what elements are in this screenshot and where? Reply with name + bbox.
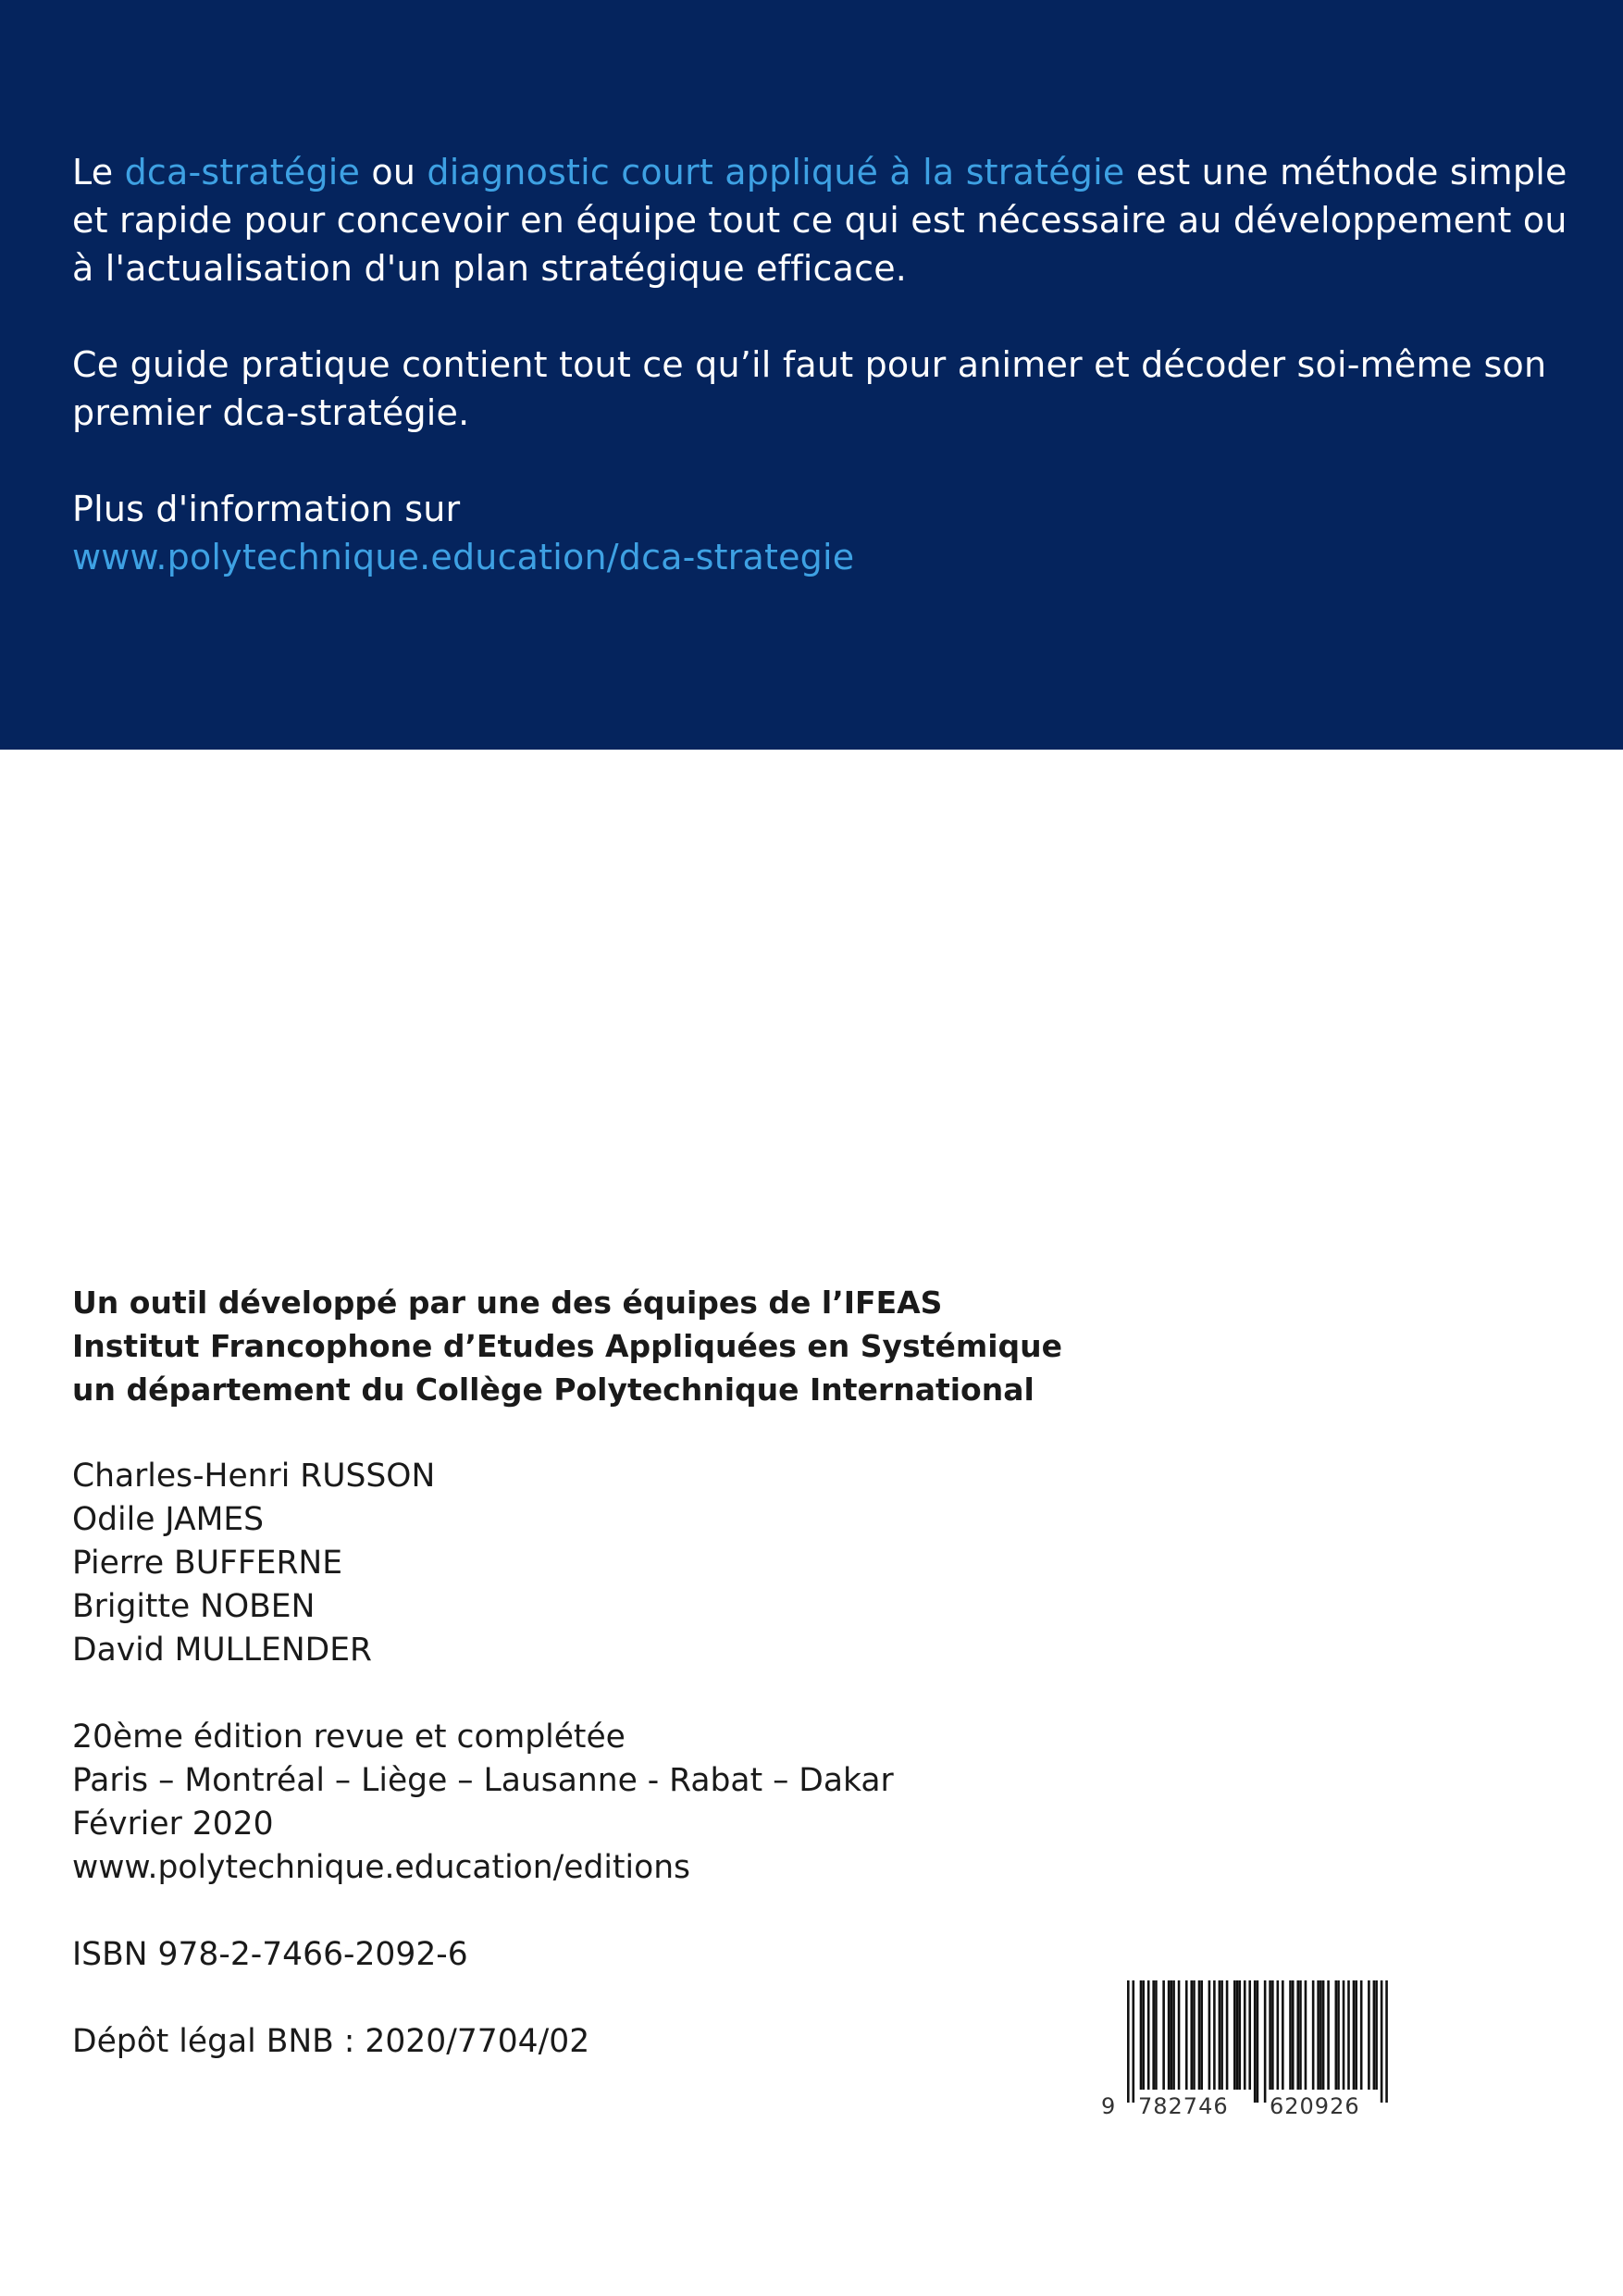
barcode-bar: [1244, 1980, 1246, 2090]
barcode-bar: [1347, 1980, 1350, 2090]
barcode-bar: [1335, 1980, 1338, 2090]
barcode-bar: [1360, 1980, 1363, 2090]
more-info-label: Plus d'information sur: [72, 489, 461, 529]
author-name: Brigitte NOBEN: [72, 1588, 316, 1625]
legal-deposit-block: [72, 2020, 1090, 2064]
barcode-bar: [1155, 1980, 1158, 2090]
intro-text: [72, 148, 1590, 581]
barcode-bar: [1373, 1980, 1376, 2090]
barcode-bar: [1172, 1980, 1175, 2090]
intro-text-ou: ou: [360, 152, 427, 192]
barcode-bar: [1305, 1980, 1307, 2090]
barcode-bar: [1190, 1980, 1193, 2090]
intro-text-rest: est une méthode simple et rapide pour concevoir en équipe tout ce qui est nécessaire au développement ou à l'actualisation d'un plan stratégique efficace.: [72, 152, 1567, 289]
diagnostic-court-link[interactable]: diagnostic court appliqué à la stratégie: [427, 152, 1125, 192]
barcode-bar: [1299, 1980, 1302, 2090]
barcode-bar: [1368, 1980, 1370, 2090]
barcode-bar: [1292, 1980, 1295, 2090]
barcode-bar: [1248, 1980, 1251, 2090]
barcode-bar: [1322, 1980, 1325, 2090]
barcode-bar: [1220, 1980, 1223, 2090]
author-name: Odile JAMES: [72, 1501, 265, 1538]
intro-text-le: Le: [72, 152, 125, 192]
cities-line: Paris – Montréal – Liège – Lausanne - Rabat – Dakar: [72, 1762, 894, 1799]
date-line: Février 2020: [72, 1806, 274, 1843]
dca-strategie-link[interactable]: dca-stratégie: [124, 152, 361, 192]
barcode-bar: [1257, 1980, 1259, 2103]
top-band: [0, 0, 1623, 750]
authors-list: [72, 1455, 1090, 1672]
edition-line: 20ème édition revue et complétée: [72, 1719, 626, 1756]
author-name: Charles-Henri RUSSON: [72, 1458, 436, 1495]
barcode-bar: [1171, 1980, 1173, 2090]
organization-line-2: Institut Francophone d’Etudes Appliquées en Systémique: [72, 1328, 1063, 1364]
intro-paragraph-2: Ce guide pratique contient tout ce qu’il faut pour animer et décoder soi-même son premier dca-stratégie.: [72, 344, 1547, 433]
barcode-bar: [1319, 1980, 1322, 2090]
barcode-bar: [1327, 1980, 1330, 2090]
author-name: Pierre BUFFERNE: [72, 1545, 343, 1582]
author-name: David MULLENDER: [72, 1632, 372, 1669]
barcode-bar: [1353, 1980, 1356, 2090]
isbn-block: [72, 1933, 1090, 1977]
barcode-bar: [1132, 1980, 1134, 2103]
barcode-bar: [1168, 1980, 1171, 2090]
legal-deposit: Dépôt légal BNB : 2020/7704/02: [72, 2023, 590, 2060]
barcode-bar: [1343, 1980, 1345, 2090]
barcode-bar: [1226, 1980, 1229, 2090]
barcode-bar: [1142, 1980, 1145, 2090]
barcode-bar: [1127, 1980, 1130, 2103]
barcode-bar: [1282, 1980, 1284, 2090]
barcode-bar: [1289, 1980, 1292, 2090]
barcode-bar: [1213, 1980, 1216, 2090]
barcode-bar: [1233, 1980, 1236, 2090]
barcode-graphic: [1099, 1980, 1395, 2119]
barcode-digits-left: 782746: [1138, 2093, 1229, 2119]
credits-block: [72, 1281, 1090, 2064]
barcode-bar: [1178, 1980, 1181, 2090]
barcode-bar: [1193, 1980, 1196, 2090]
barcode-bar: [1185, 1980, 1188, 2090]
barcode-bar: [1337, 1980, 1340, 2090]
barcode-bar: [1375, 1980, 1378, 2090]
barcode-bar: [1152, 1980, 1155, 2090]
more-info-url-link[interactable]: www.polytechnique.education/dca-strategie: [72, 537, 855, 577]
barcode-bar: [1200, 1980, 1203, 2090]
edition-block: [72, 1716, 1090, 1890]
barcode-bar: [1208, 1980, 1211, 2090]
intro-paragraph-3: [72, 485, 1590, 581]
barcode-digit-first: 9: [1101, 2093, 1116, 2119]
barcode-bar: [1385, 1980, 1388, 2103]
barcode-bar: [1381, 1980, 1383, 2103]
barcode-bar: [1296, 1980, 1299, 2090]
barcode-bars: [1127, 1980, 1388, 2103]
organization-line-1: Un outil développé par une des équipes de l’IFEAS: [72, 1285, 943, 1321]
barcode-bar: [1198, 1980, 1201, 2090]
barcode-bar: [1236, 1980, 1239, 2090]
barcode-bar: [1238, 1980, 1241, 2090]
barcode-bar: [1317, 1980, 1319, 2090]
barcode-bar: [1162, 1980, 1165, 2090]
barcode-bar: [1271, 1980, 1274, 2090]
isbn: ISBN 978-2-7466-2092-6: [72, 1936, 468, 1973]
barcode-bar: [1277, 1980, 1280, 2090]
organization-block: [72, 1281, 1090, 1411]
isbn-barcode: [1099, 1980, 1395, 2119]
intro-paragraph-1: [72, 148, 1590, 292]
barcode-bar: [1140, 1980, 1143, 2090]
barcode-bar: [1147, 1980, 1150, 2090]
barcode-bar: [1312, 1980, 1315, 2090]
organization-line-3: un département du Collège Polytechnique International: [72, 1371, 1035, 1408]
barcode-bar: [1264, 1980, 1267, 2103]
barcode-bar: [1269, 1980, 1271, 2090]
editions-url: www.polytechnique.education/editions: [72, 1849, 691, 1886]
barcode-bar: [1355, 1980, 1357, 2090]
barcode-bar: [1254, 1980, 1257, 2103]
barcode-bar: [1219, 1980, 1221, 2090]
barcode-digits-right: 620926: [1270, 2093, 1360, 2119]
